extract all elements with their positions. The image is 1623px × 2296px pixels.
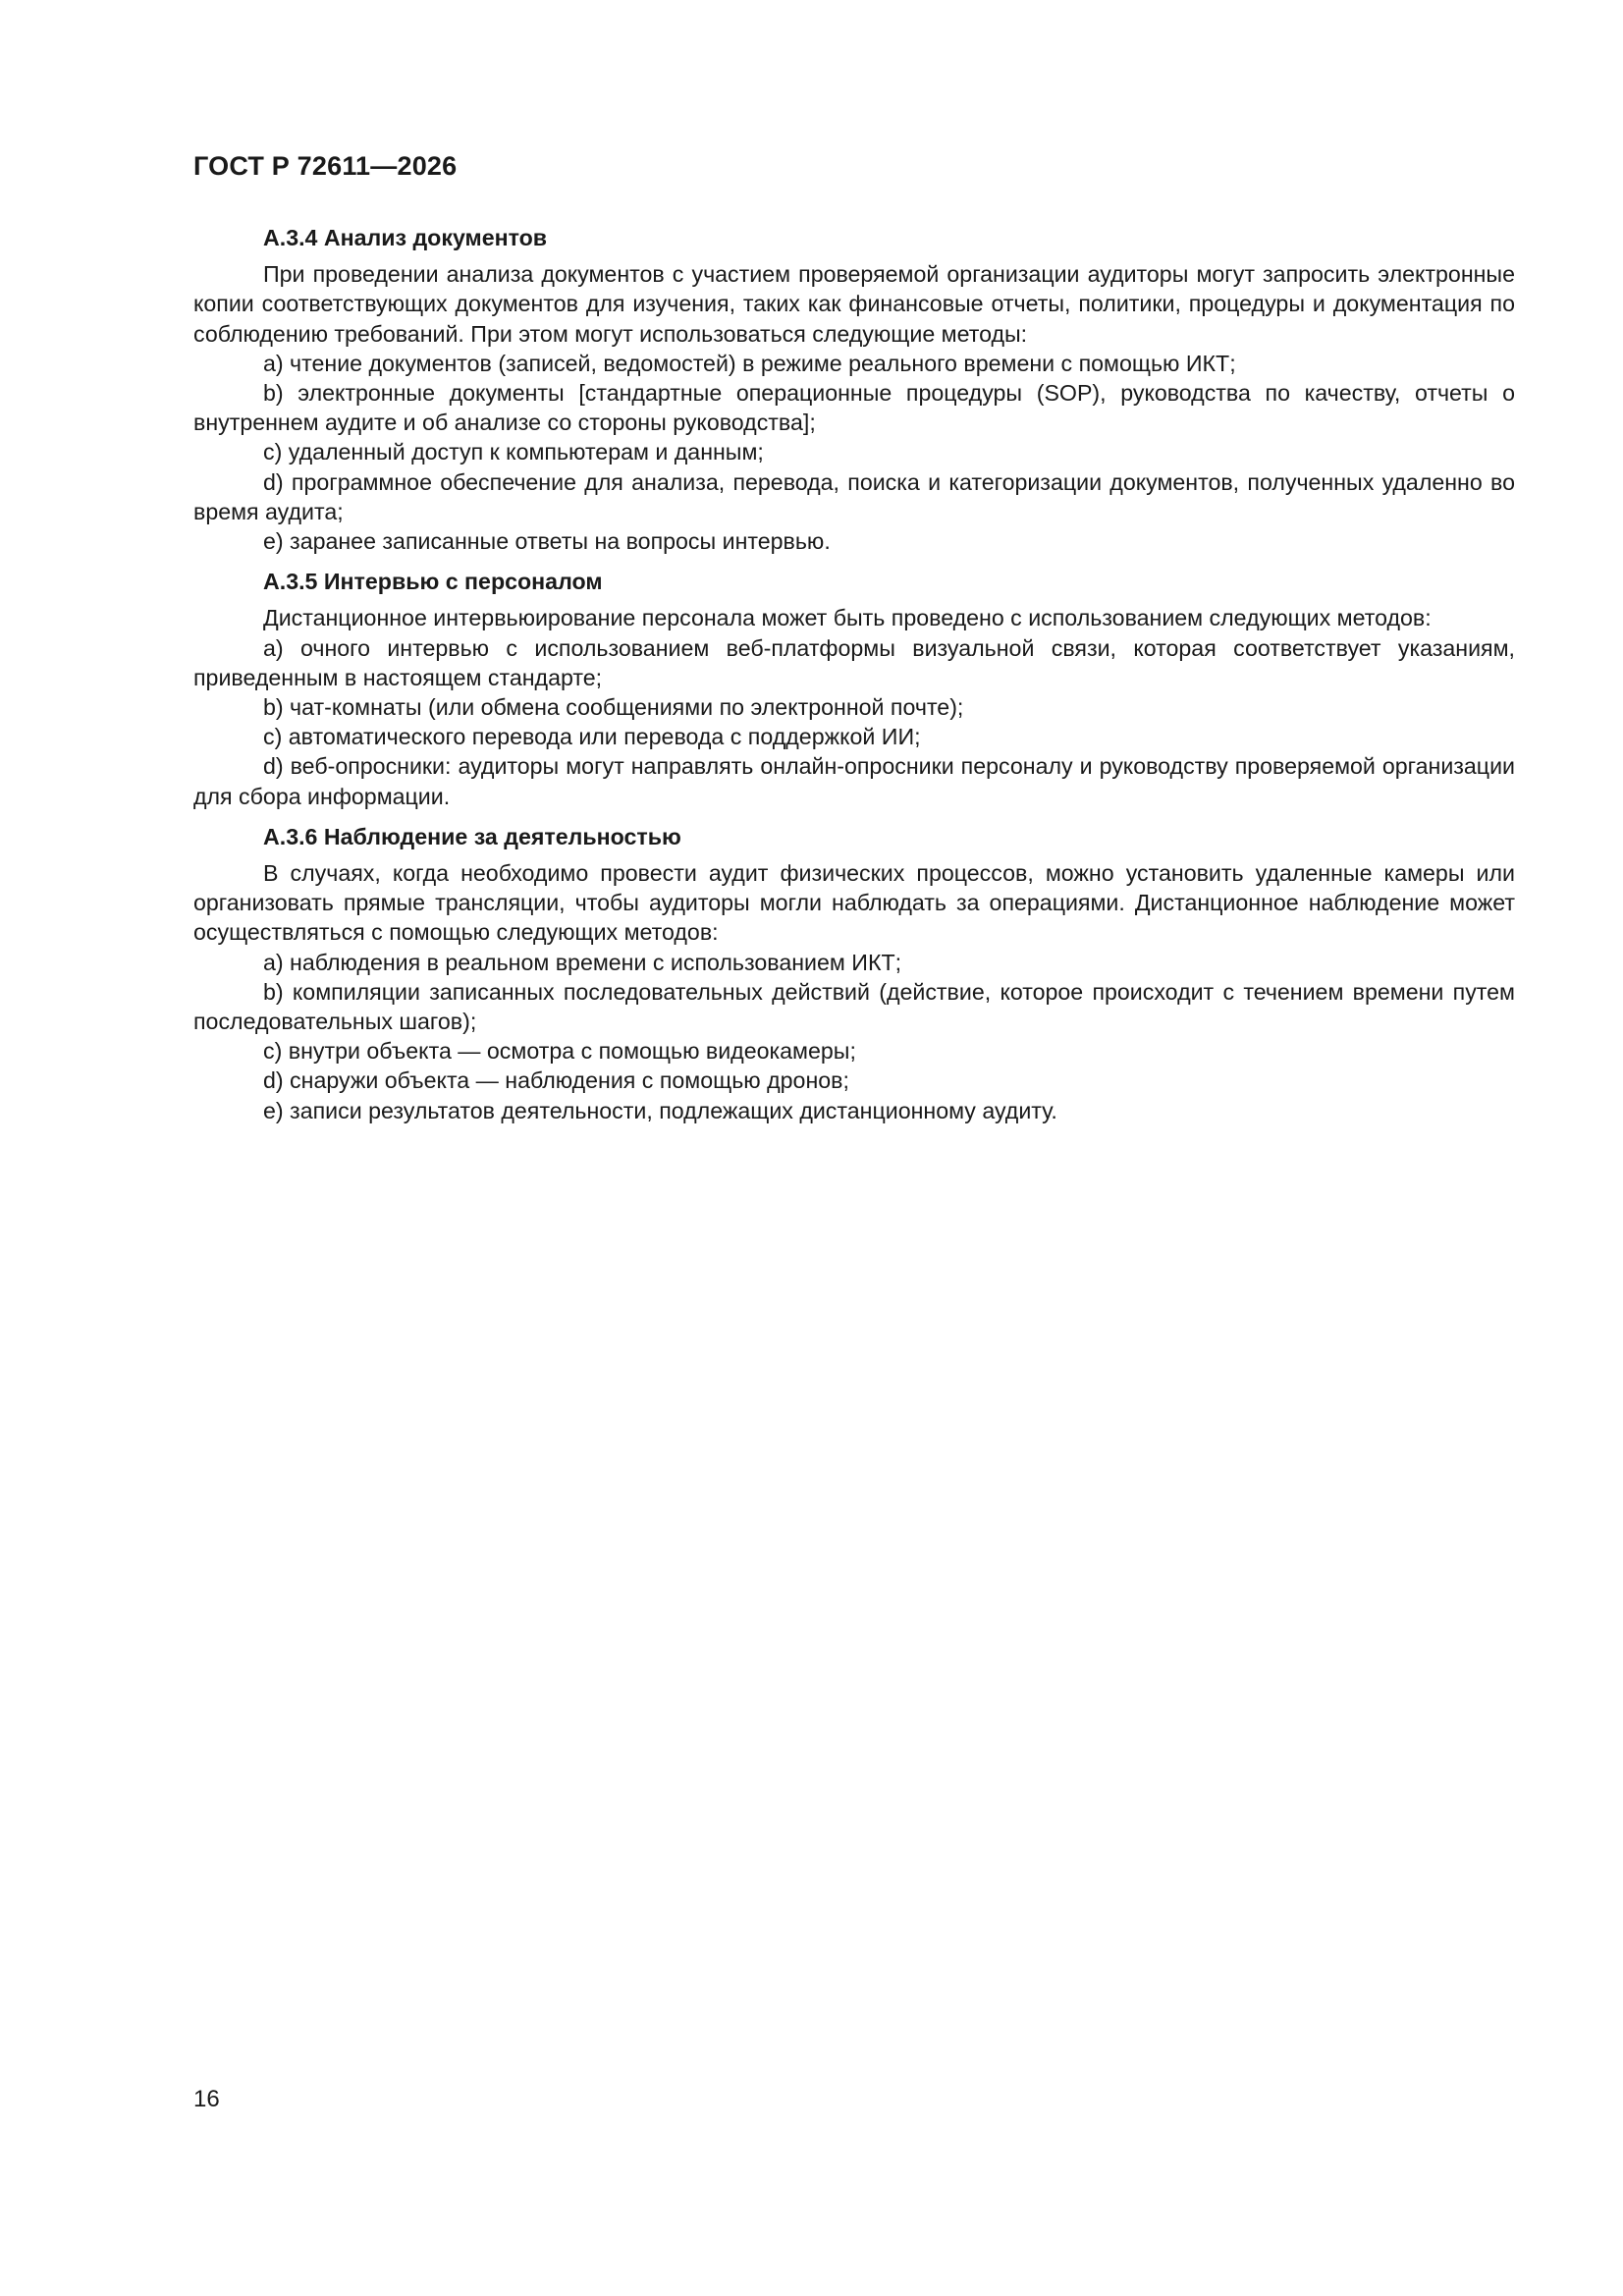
list-item: d) снаружи объекта — наблюдения с помощью дронов; bbox=[263, 1067, 849, 1094]
list-item: b) компиляции записанных последовательных действий (действие, которое происходит с течением времени путем последовательных шагов); bbox=[193, 978, 1515, 1035]
list-item: c) автоматического перевода или перевода с поддержкой ИИ; bbox=[263, 724, 921, 750]
list-item: e) записи результатов деятельности, подлежащих дистанционному аудиту. bbox=[263, 1097, 1057, 1123]
section-paragraph: В случаях, когда необходимо провести аудит физических процессов, можно установить удаленные камеры или организовать прямые трансляции, чтобы аудиторы могли наблюдать за операциями. Дистанционное наблюдение может осуществляться с помощью следующих методов: bbox=[193, 860, 1515, 946]
list-item: а) очного интервью с использованием веб-платформы визуальной связи, которая соответствует указаниям, приведенным в настоящем стандарте; bbox=[193, 634, 1515, 690]
section-title: А.3.6 Наблюдение за деятельностью bbox=[263, 823, 681, 849]
document-header: ГОСТ Р 72611—2026 bbox=[193, 151, 458, 181]
list-item: а) наблюдения в реальном времени с использованием ИКТ; bbox=[263, 949, 902, 975]
list-item: d) программное обеспечение для анализа, перевода, поиска и категоризации документов, полученных удаленно во время аудита; bbox=[193, 468, 1515, 524]
page-number: 16 bbox=[193, 2086, 220, 2112]
list-item: e) заранее записанные ответы на вопросы интервью. bbox=[263, 528, 831, 555]
section-document-analysis bbox=[193, 223, 1515, 556]
list-item: c) удаленный доступ к компьютерам и данным; bbox=[263, 439, 764, 465]
list-item: b) чат-комнаты (или обмена сообщениями по электронной почте); bbox=[263, 694, 964, 721]
list-item: а) чтение документов (записей, ведомостей) в режиме реального времени с помощью ИКТ; bbox=[263, 350, 1236, 376]
page-content bbox=[193, 223, 1515, 1136]
list-item: d) веб-опросники: аудиторы могут направлять онлайн-опросники персоналу и руководству проверяемой организации для сбора информации. bbox=[193, 753, 1515, 809]
section-staff-interview bbox=[193, 567, 1515, 811]
list-item: b) электронные документы [стандартные операционные процедуры (SOP), руководства по качеству, отчеты о внутреннем аудите и об анализе со стороны руководства]; bbox=[193, 380, 1515, 436]
section-activity-observation bbox=[193, 822, 1515, 1125]
section-paragraph: Дистанционное интервьюирование персонала может быть проведено с использованием следующих методов: bbox=[263, 605, 1432, 631]
section-paragraph: При проведении анализа документов с участием проверяемой организации аудиторы могут запросить электронные копии соответствующих документов для изучения, таких как финансовые отчеты, политики, процедуры и документация по соблюдению требований. При этом могут использоваться следующие методы: bbox=[193, 261, 1515, 347]
section-title: А.3.5 Интервью с персоналом bbox=[263, 569, 603, 595]
list-item: c) внутри объекта — осмотра с помощью видеокамеры; bbox=[263, 1038, 856, 1065]
section-title: А.3.4 Анализ документов bbox=[263, 225, 548, 250]
